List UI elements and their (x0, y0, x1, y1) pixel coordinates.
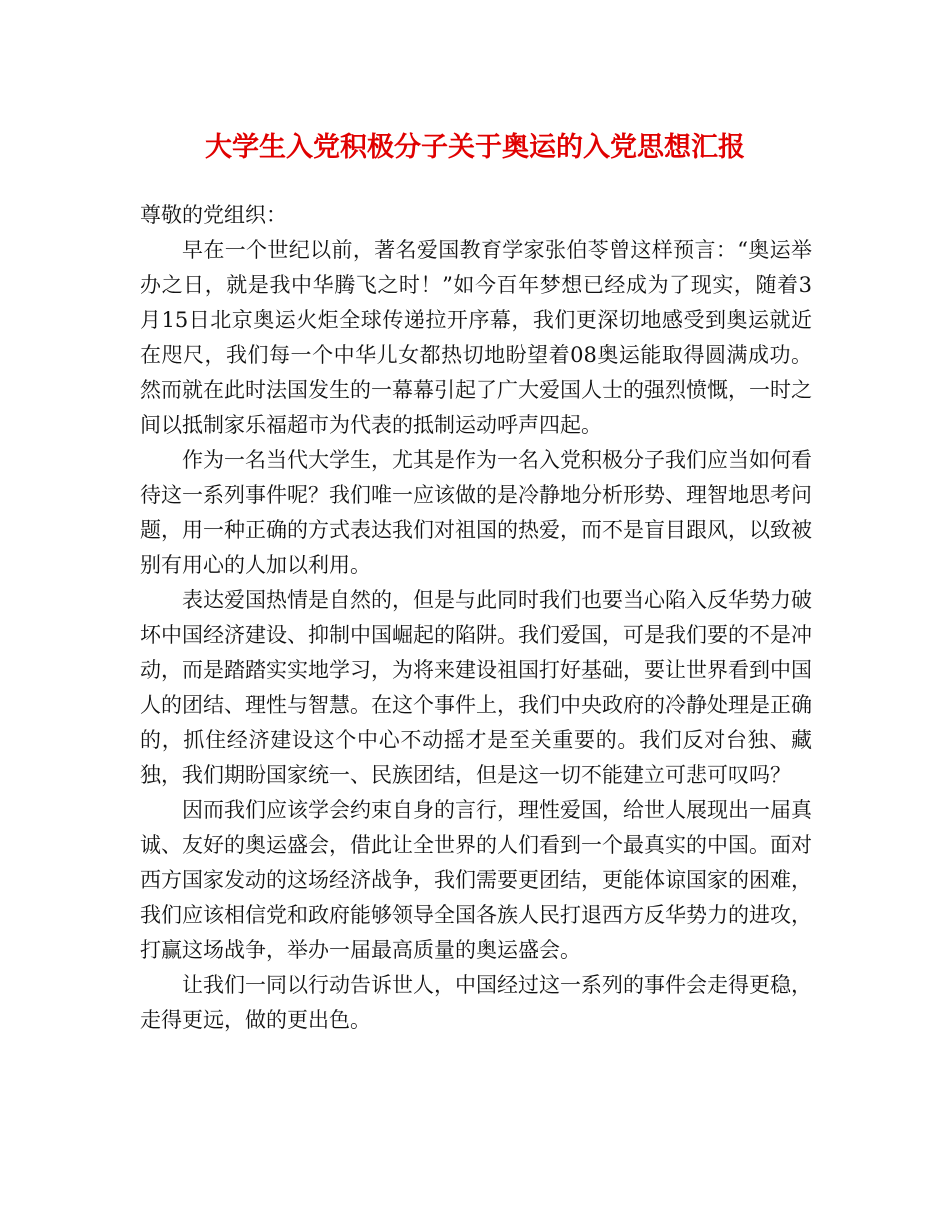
paragraph-5: 让我们一同以行动告诉世人，中国经过这一系列的事件会走得更稳，走得更远，做的更出色。 (140, 973, 812, 1032)
paragraph-2: 作为一名当代大学生，尤其是作为一名入党积极分子我们应当如何看待这一系列事件呢？我们唯一应该做的是冷静地分析形势、理智地思考问题，用一种正确的方式表达我们对祖国的热爱，而不是盲目跟风，以致被别有用心的人加以利用。 (140, 448, 812, 577)
paragraph-1: 早在一个世纪以前，著名爱国教育学家张伯苓曾这样预言：“奥运举办之日，就是我中华腾飞之时！”如今百年梦想已经成为了现实，随着3月15日北京奥运火炬全球传递拉开序幕，我们更深切地感受到奥运就近在咫尺，我们每一个中华儿女都热切地盼望着08奥运能取得圆满成功。然而就在此时法国发生的一幕幕引起了广大爱国人士的强烈愤慨，一时之间以抵制家乐福超市为代表的抵制运动呼声四起。 (140, 238, 812, 437)
document-body (140, 198, 812, 1038)
salutation: 尊敬的党组织： (140, 203, 287, 227)
paragraph-4: 因而我们应该学会约束自身的言行，理性爱国，给世人展现出一届真诚、友好的奥运盛会，借此让全世界的人们看到一个最真实的中国。面对西方国家发动的这场经济战争，我们需要更团结，更能体谅国家的困难，我们应该相信党和政府能够领导全国各族人民打退西方反华势力的进攻，打赢这场战争，举办一届最高质量的奥运盛会。 (140, 798, 812, 962)
paragraph-3: 表达爱国热情是自然的，但是与此同时我们也要当心陷入反华势力破坏中国经济建设、抑制中国崛起的陷阱。我们爱国，可是我们要的不是冲动，而是踏踏实实地学习，为将来建设祖国打好基础，要让世界看到中国人的团结、理性与智慧。在这个事件上，我们中央政府的冷静处理是正确的，抓住经济建设这个中心不动摇才是至关重要的。我们反对台独、藏独，我们期盼国家统一、民族团结，但是这一切不能建立可悲可叹吗？ (140, 588, 812, 787)
document-title: 大学生入党积极分子关于奥运的入党思想汇报 (205, 132, 745, 163)
